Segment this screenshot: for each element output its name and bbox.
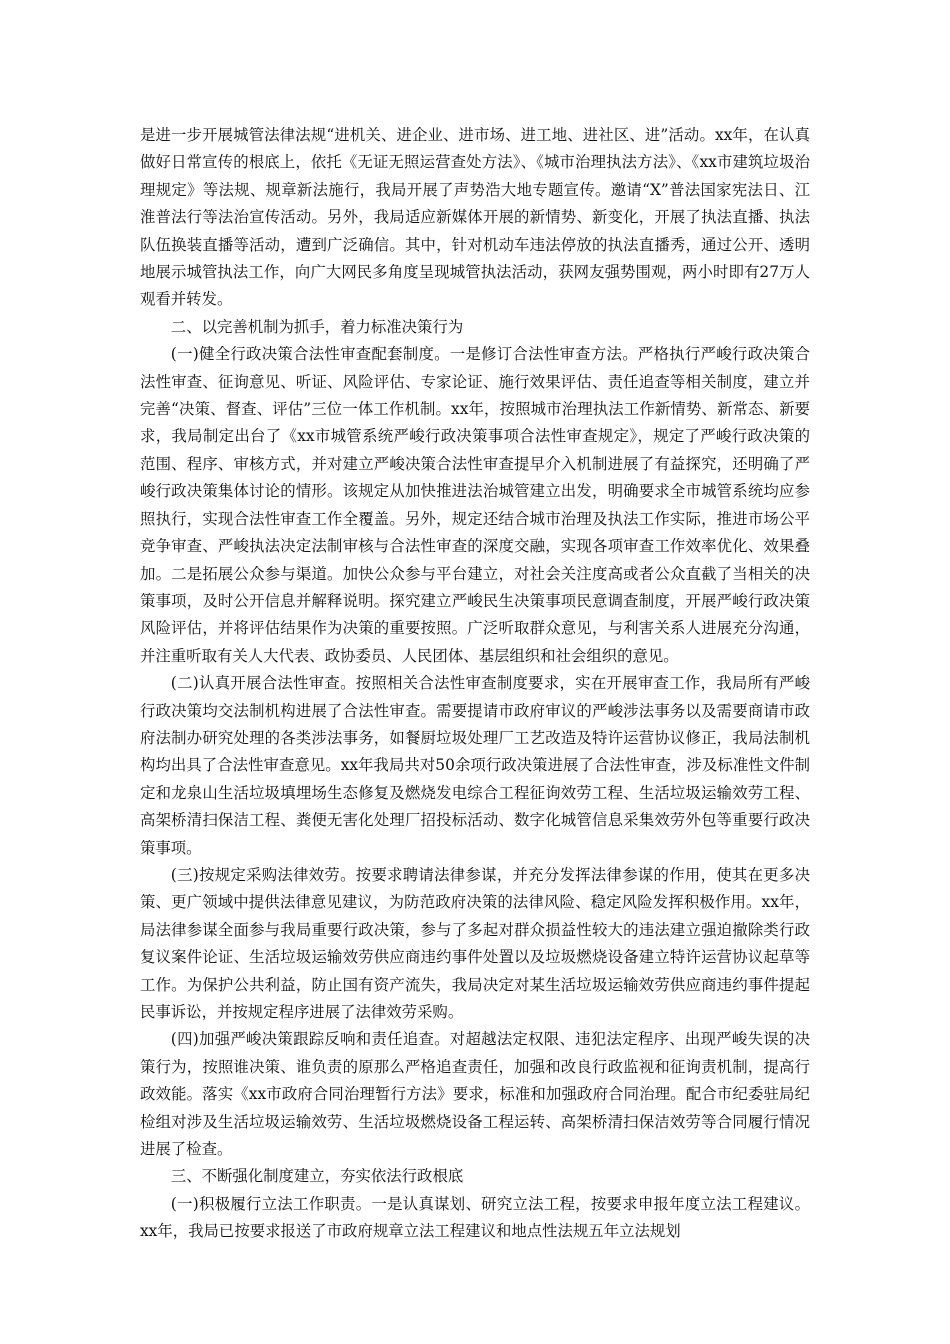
document-page <box>140 122 810 1246</box>
paragraph-2-3: (三)按规定采购法律效劳。按要求聘请法律参谋，并充分发挥法律参谋的作用，使其在更多决策、更广领域中提供法律意见建议，为防范政府决策的法律风险、稳定风险发挥积极作用。xx年，局法律参谋全面参与我局重要行政决策，参与了多起对群众损益性较大的违法建立强迫撤除类行政复议案件论证、生活垃圾运输效劳供应商违约事件处置以及垃圾燃烧设备建立特许运营协议起草等工作。为保护公共利益，防止国有资产流失，我局决定对某生活垃圾运输效劳供应商违约事件提起民事诉讼，并按规定程序进展了法律效劳采购。 <box>140 865 810 1021</box>
paragraph-2-4: (四)加强严峻决策跟踪反响和责任追查。对超越法定权限、违犯法定程序、出现严峻失误的决策行为，按照谁决策、谁负责的原那么严格追查责任，加强和改良行政监视和征询责机制，提高行政效能。落实《xx市政府合同治理暂行方法》要求，标准和加强政府合同治理。配合市纪委驻局纪检组对涉及生活垃圾运输效劳、生活垃圾燃烧设备工程运转、高架桥清扫保洁效劳等合同履行情况进展了检查。 <box>140 1030 810 1159</box>
paragraph-2-1: (一)健全行政决策合法性审查配套制度。一是修订合法性审查方法。严格执行严峻行政决策合法性审查、征询意见、听证、风险评估、专家论证、施行效果评估、责任追查等相关制度，建立并完善“决策、督查、评估”三位一体工作机制。xx年，按照城市治理执法工作新情势、新常态、新要求，我局制定出台了《xx市城管系统严峻行政决策事项合法性审查规定》，规定了严峻行政决策的范围、程序、审核方式，并对建立严峻决策合法性审查提早介入机制进展了有益探究，还明确了严峻行政决策集体讨论的情形。该规定从加快推进法治城管建立出发，明确要求全市城管系统均应参照执行，实现合法性审查工作全覆盖。另外，规定还结合城市治理及执法工作实际，推进市场公平竞争审查、严峻执法决定法制审核与合法性审查的深度交融，实现各项审查工作效率优化、效果叠加。二是拓展公众参与渠道。加快公众参与平台建立，对社会关注度高或者公众直截了当相关的决策事项，及时公开信息并解释说明。探究建立严峻民生决策事项民意调查制度，开展严峻行政决策风险评估，并将评估结果作为决策的重要按照。广泛听取群众意见，与利害关系人进展充分沟通，并注重听取有关人大代表、政协委员、人民团体、基层组织和社会组织的意见。 <box>140 345 810 665</box>
paragraph-2-2: (二)认真开展合法性审查。按照相关合法性审查制度要求，实在开展审查工作，我局所有严峻行政决策均交法制机构进展了合法性审查。需要提请市政府审议的严峻涉法事务以及需要商请市政府法制办研究处理的各类涉法事务，如餐厨垃圾处理厂工艺改造及特许运营协议修正，我局法制机构均出具了合法性审查意见。xx年我局共对50余项行政决策进展了合法性审查，涉及标准性文件制定和龙泉山生活垃圾填埋场生态修复及燃烧发电综合工程征询效劳工程、生活垃圾运输效劳工程、高架桥清扫保洁工程、粪便无害化处理厂招投标活动、数字化城管信息采集效劳外包等重要行政决策事项。 <box>140 674 810 857</box>
section-heading-3: 三、不断强化制度建立，夯实依法行政根底 <box>170 1167 464 1186</box>
section-heading-2: 二、以完善机制为抓手，着力标准决策行为 <box>170 317 464 336</box>
paragraph-publicity-activities: 是进一步开展城管法律法规“进机关、进企业、进市场、进工地、进社区、进”活动。xx年，在认真做好日常宣传的根底上，依托《无证无照运营查处方法》、《城市治理执法方法》、《xx市建筑垃圾治理规定》等法规、规章新法施行，我局开展了声势浩大地专题宣传。邀请“X”普法国家宪法日、江淮普法行等法治宣传活动。另外，我局适应新媒体开展的新情势、新变化，开展了执法直播、执法队伍换装直播等活动，遭到广泛确信。其中，针对机动车违法停放的执法直播秀，通过公开、透明地展示城管执法工作，向广大网民多角度呈现城管执法活动，获网友强势围观，两小时即有27万人观看并转发。 <box>140 126 810 309</box>
paragraph-3-1: (一)积极履行立法工作职责。一是认真谋划、研究立法工程，按要求申报年度立法工程建议。xx年，我局已按要求报送了市政府规章立法工程建议和地点性法规五年立法规划 <box>140 1194 810 1241</box>
